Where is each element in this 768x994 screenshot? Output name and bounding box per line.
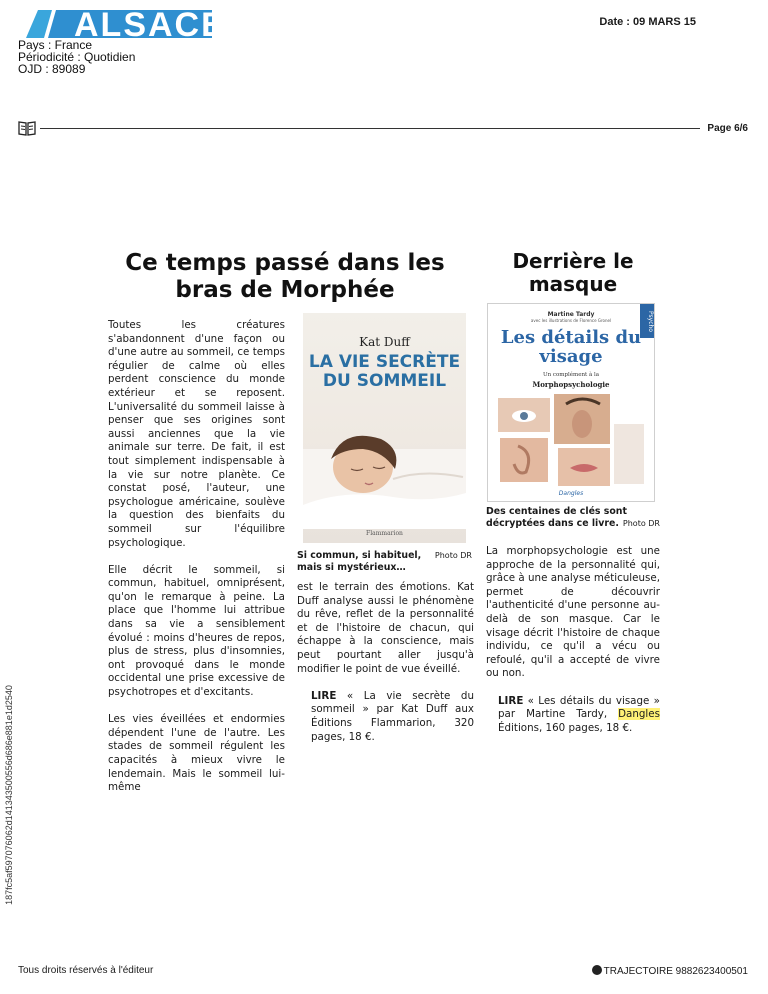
cover-author: Kat Duff bbox=[359, 335, 410, 349]
main-article-column-2 bbox=[297, 581, 474, 758]
lire-label: LIRE bbox=[311, 689, 337, 702]
cover-publisher: Flammarion bbox=[366, 530, 403, 537]
cover-subtitle: Un complément à la bbox=[542, 372, 600, 378]
lire-label: LIRE bbox=[498, 694, 524, 707]
caption-text: Des centaines de clés sont décryptées dans ce livre. bbox=[486, 506, 627, 529]
cover-title: Les détails du visage bbox=[500, 327, 642, 367]
footer-rights: Tous droits réservés à l'éditeur bbox=[18, 965, 154, 976]
newspaper-logo bbox=[22, 6, 226, 44]
main-paragraph-continued: est le terrain des émotions. Kat Duff analyse aussi le phénomène du rêve, reflet de la personnalité et de l'histoire de chacun, qui échappe à la conscience, mais peut pourtant aller jusqu'à modifier le point de vue éveillé. bbox=[297, 581, 474, 675]
main-paragraph-3: Les vies éveillées et endormies dépendent l'une de l'autre. Les stades de sommeil régulent les capacités à mieux vivre le lendemain. Mais le sommeil lui-même bbox=[108, 713, 285, 794]
caption-visage bbox=[486, 506, 660, 530]
side-lire bbox=[486, 695, 660, 736]
photo-credit: Photo DR bbox=[622, 519, 660, 528]
photo-credit: Photo DR bbox=[434, 551, 472, 560]
side-paragraph: La morphopsychologie est une approche de la personnalité qui, grâce à une analyse méticuleuse, permet de découvrir l'authenticité d'une personne au-delà de son masque. Car le visage décrit l'histoire de chaque individu, ce qu'il a vécu ou refoulé, qu'il a accepté de vivre ou non. bbox=[486, 545, 660, 680]
footer-trajectoire bbox=[592, 965, 748, 977]
lire-text-after: Éditions, 160 pages, 18 €. bbox=[498, 721, 633, 734]
lire-text-before: « Les détails du visage » par Martine Tardy, bbox=[498, 694, 660, 721]
meta-country: Pays : France bbox=[18, 38, 93, 52]
page-number: Page 6/6 bbox=[707, 123, 748, 134]
main-article-column-1 bbox=[108, 319, 285, 808]
side-tracking-code: 187fc5af597076062d141343500556d686e881e1d2540 bbox=[4, 685, 14, 905]
main-paragraph-1: Toutes les créatures s'abandonnent d'une façon ou d'une autre au sommeil, ce temps régulier de calme où elles perdent conscience du monde extérieur et se reposent. L'universalité du sommeil laisse à penser que ses origines sont aussi anciennes que la vie animale sur terre. De fait, il est tout simplement indispensable à la vie sur notre planète. Ce constat posé, l'auteur, une psychologue américaine, soulève la question des bienfaits du sommeil sur l'équilibre psychologique. bbox=[108, 319, 285, 549]
highlighted-publisher: Dangles bbox=[618, 708, 660, 721]
cover-brand: Psycho bbox=[640, 304, 654, 338]
header-rule bbox=[40, 128, 700, 129]
cover-illustrator: avec les illustrations de Florence Gronel bbox=[530, 318, 612, 323]
caption-sommeil bbox=[297, 550, 472, 574]
cover-subtitle-2: Morphopsychologie bbox=[532, 380, 610, 389]
lire-text: « La vie secrète du sommeil » par Kat Duff aux Éditions Flammarion, 320 pages, 18 €. bbox=[311, 689, 474, 743]
main-lire bbox=[297, 690, 474, 744]
book-cover-sommeil bbox=[303, 313, 466, 543]
main-paragraph-2: Elle décrit le sommeil, si commun, habituel, omniprésent, qu'on le remarque à peine. La place que l'homme lui attribue dans sa vie a sensiblement évolué : moins d'heures de repos, plus de stress, plus d'insomnies, ont provoqué dans le monde occidental une prise excessive de psychotropes et d'excitants. bbox=[108, 563, 285, 699]
meta-periodicity: Périodicité : Quotidien bbox=[18, 50, 136, 64]
logo-text: ALSACE bbox=[74, 6, 226, 44]
cover-publisher: Dangles bbox=[558, 490, 584, 497]
trajectoire-text: TRAJECTOIRE 9882623400501 bbox=[603, 966, 748, 977]
face-details-collage bbox=[496, 394, 646, 488]
cover-title: LA VIE SECRÈTE DU SOMMEIL bbox=[308, 352, 461, 391]
trajectoire-icon bbox=[592, 965, 602, 975]
sleeping-woman-illustration bbox=[303, 409, 466, 529]
main-headline: Ce temps passé dans les bras de Morphée bbox=[125, 250, 445, 303]
meta-ojd: OJD : 89089 bbox=[18, 62, 86, 76]
book-icon bbox=[18, 120, 36, 136]
publication-date: Date : 09 MARS 15 bbox=[599, 16, 696, 28]
cover-author: Martine Tardy bbox=[547, 311, 595, 318]
caption-text: Si commun, si habituel, mais si mystérieux… bbox=[297, 550, 422, 573]
side-headline: Derrière le masque bbox=[512, 249, 634, 296]
publication-meta bbox=[18, 39, 135, 75]
book-cover-visage bbox=[487, 303, 655, 502]
side-article-column bbox=[486, 545, 660, 749]
